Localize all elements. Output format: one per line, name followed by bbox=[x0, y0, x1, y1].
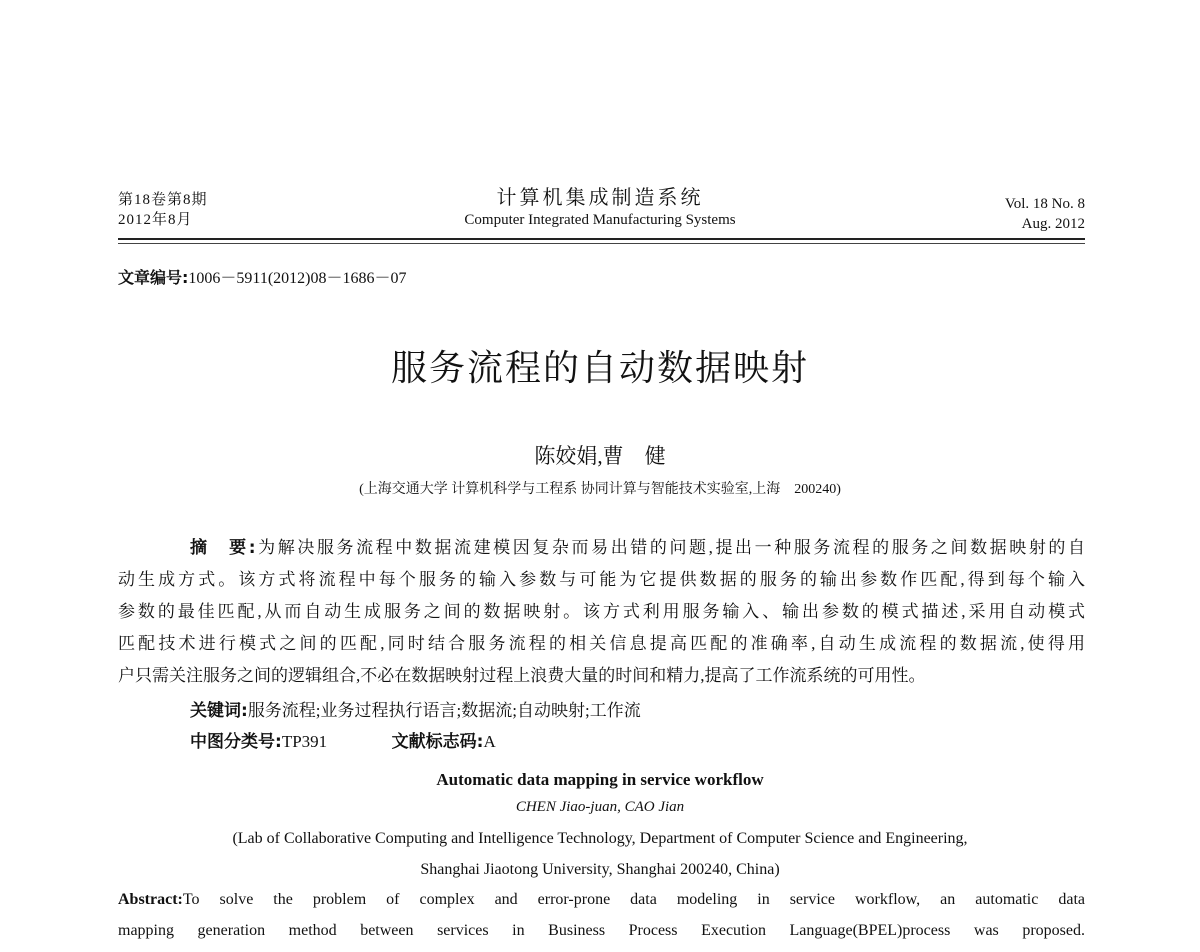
classification bbox=[190, 727, 496, 752]
abstract-cn-line: 户只需关注服务之间的逻辑组合,不必在数据映射过程上浪费大量的时间和精力,提高了工作流系统的可用性。 bbox=[118, 666, 926, 685]
abstract-cn-line: 动生成方式。该方式将流程中每个服务的输入参数与可能为它提供数据的服务的输出参数作匹配,得到每个输入 bbox=[118, 570, 1085, 589]
date-en: Aug. 2012 bbox=[1021, 216, 1085, 232]
paper-title-cn: 服务流程的自动数据映射 bbox=[390, 348, 809, 388]
affiliation-cn: (上海交通大学 计算机科学与工程系 协同计算与智能技术实验室,上海 200240) bbox=[359, 482, 841, 497]
issue-info-cn bbox=[118, 190, 208, 230]
keywords-label: 关键词: bbox=[190, 701, 248, 721]
article-number bbox=[118, 265, 406, 288]
journal-name bbox=[300, 186, 900, 230]
volume-en: Vol. 18 No. 8 bbox=[1004, 196, 1085, 212]
authors-cn: 陈姣娟,曹 健 bbox=[534, 444, 666, 468]
abstract-cn-line: 参数的最佳匹配,从而自动生成服务之间的数据映射。该方式利用服务输入、输出参数的模式描述,采用自动模式 bbox=[118, 602, 1085, 621]
clc-value: TP391 bbox=[281, 732, 328, 751]
header-rule-thin bbox=[118, 243, 1085, 244]
abstract-en-line bbox=[118, 891, 1085, 909]
abstract-en-line: mapping generation method between services in Business Process Execution Language(BPEL)process was proposed. bbox=[118, 922, 1085, 939]
article-number-value: 1006－5911(2012)08－1686－07 bbox=[188, 270, 407, 287]
date-cn: 2012年8月 bbox=[118, 212, 193, 228]
abstract-cn-text: 为解决服务流程中数据流建模因复杂而易出错的问题,提出一种服务流程的服务之间数据映射的自 bbox=[255, 538, 1085, 557]
keywords-cn bbox=[190, 696, 641, 721]
abstract-cn-line: 匹配技术进行模式之间的匹配,同时结合服务流程的相关信息提高匹配的准确率,自动生成流程的数据流,使得用 bbox=[118, 634, 1085, 653]
header-rule bbox=[118, 238, 1085, 240]
abstract-cn-line bbox=[190, 538, 1085, 558]
affiliation-en-line: Shanghai Jiaotong University, Shanghai 200240, China) bbox=[420, 861, 780, 878]
doc-code-label: 文献标志码: bbox=[391, 732, 484, 752]
abstract-en-label: Abstract: bbox=[118, 891, 183, 908]
keywords-value: 服务流程;业务过程执行语言;数据流;自动映射;工作流 bbox=[247, 701, 641, 720]
article-number-label: 文章编号: bbox=[118, 268, 189, 287]
doc-code-value: A bbox=[483, 732, 496, 751]
affiliation-en-line: (Lab of Collaborative Computing and Intelligence Technology, Department of Computer Science and Engineering, bbox=[232, 830, 968, 847]
authors-en: CHEN Jiao-juan, CAO Jian bbox=[515, 799, 685, 815]
journal-name-en: Computer Integrated Manufacturing Systems bbox=[464, 212, 736, 228]
abstract-en-text: To solve the problem of complex and error-prone data modeling in service workflow, an automatic data bbox=[182, 891, 1085, 908]
volume-cn: 第18卷第8期 bbox=[118, 192, 208, 208]
journal-name-cn: 计算机集成制造系统 bbox=[496, 187, 704, 209]
clc-label: 中图分类号: bbox=[190, 732, 282, 752]
issue-info-en bbox=[1005, 194, 1085, 234]
abstract-cn-label: 摘 要: bbox=[190, 538, 256, 558]
paper-title-en: Automatic data mapping in service workflow bbox=[436, 770, 764, 789]
